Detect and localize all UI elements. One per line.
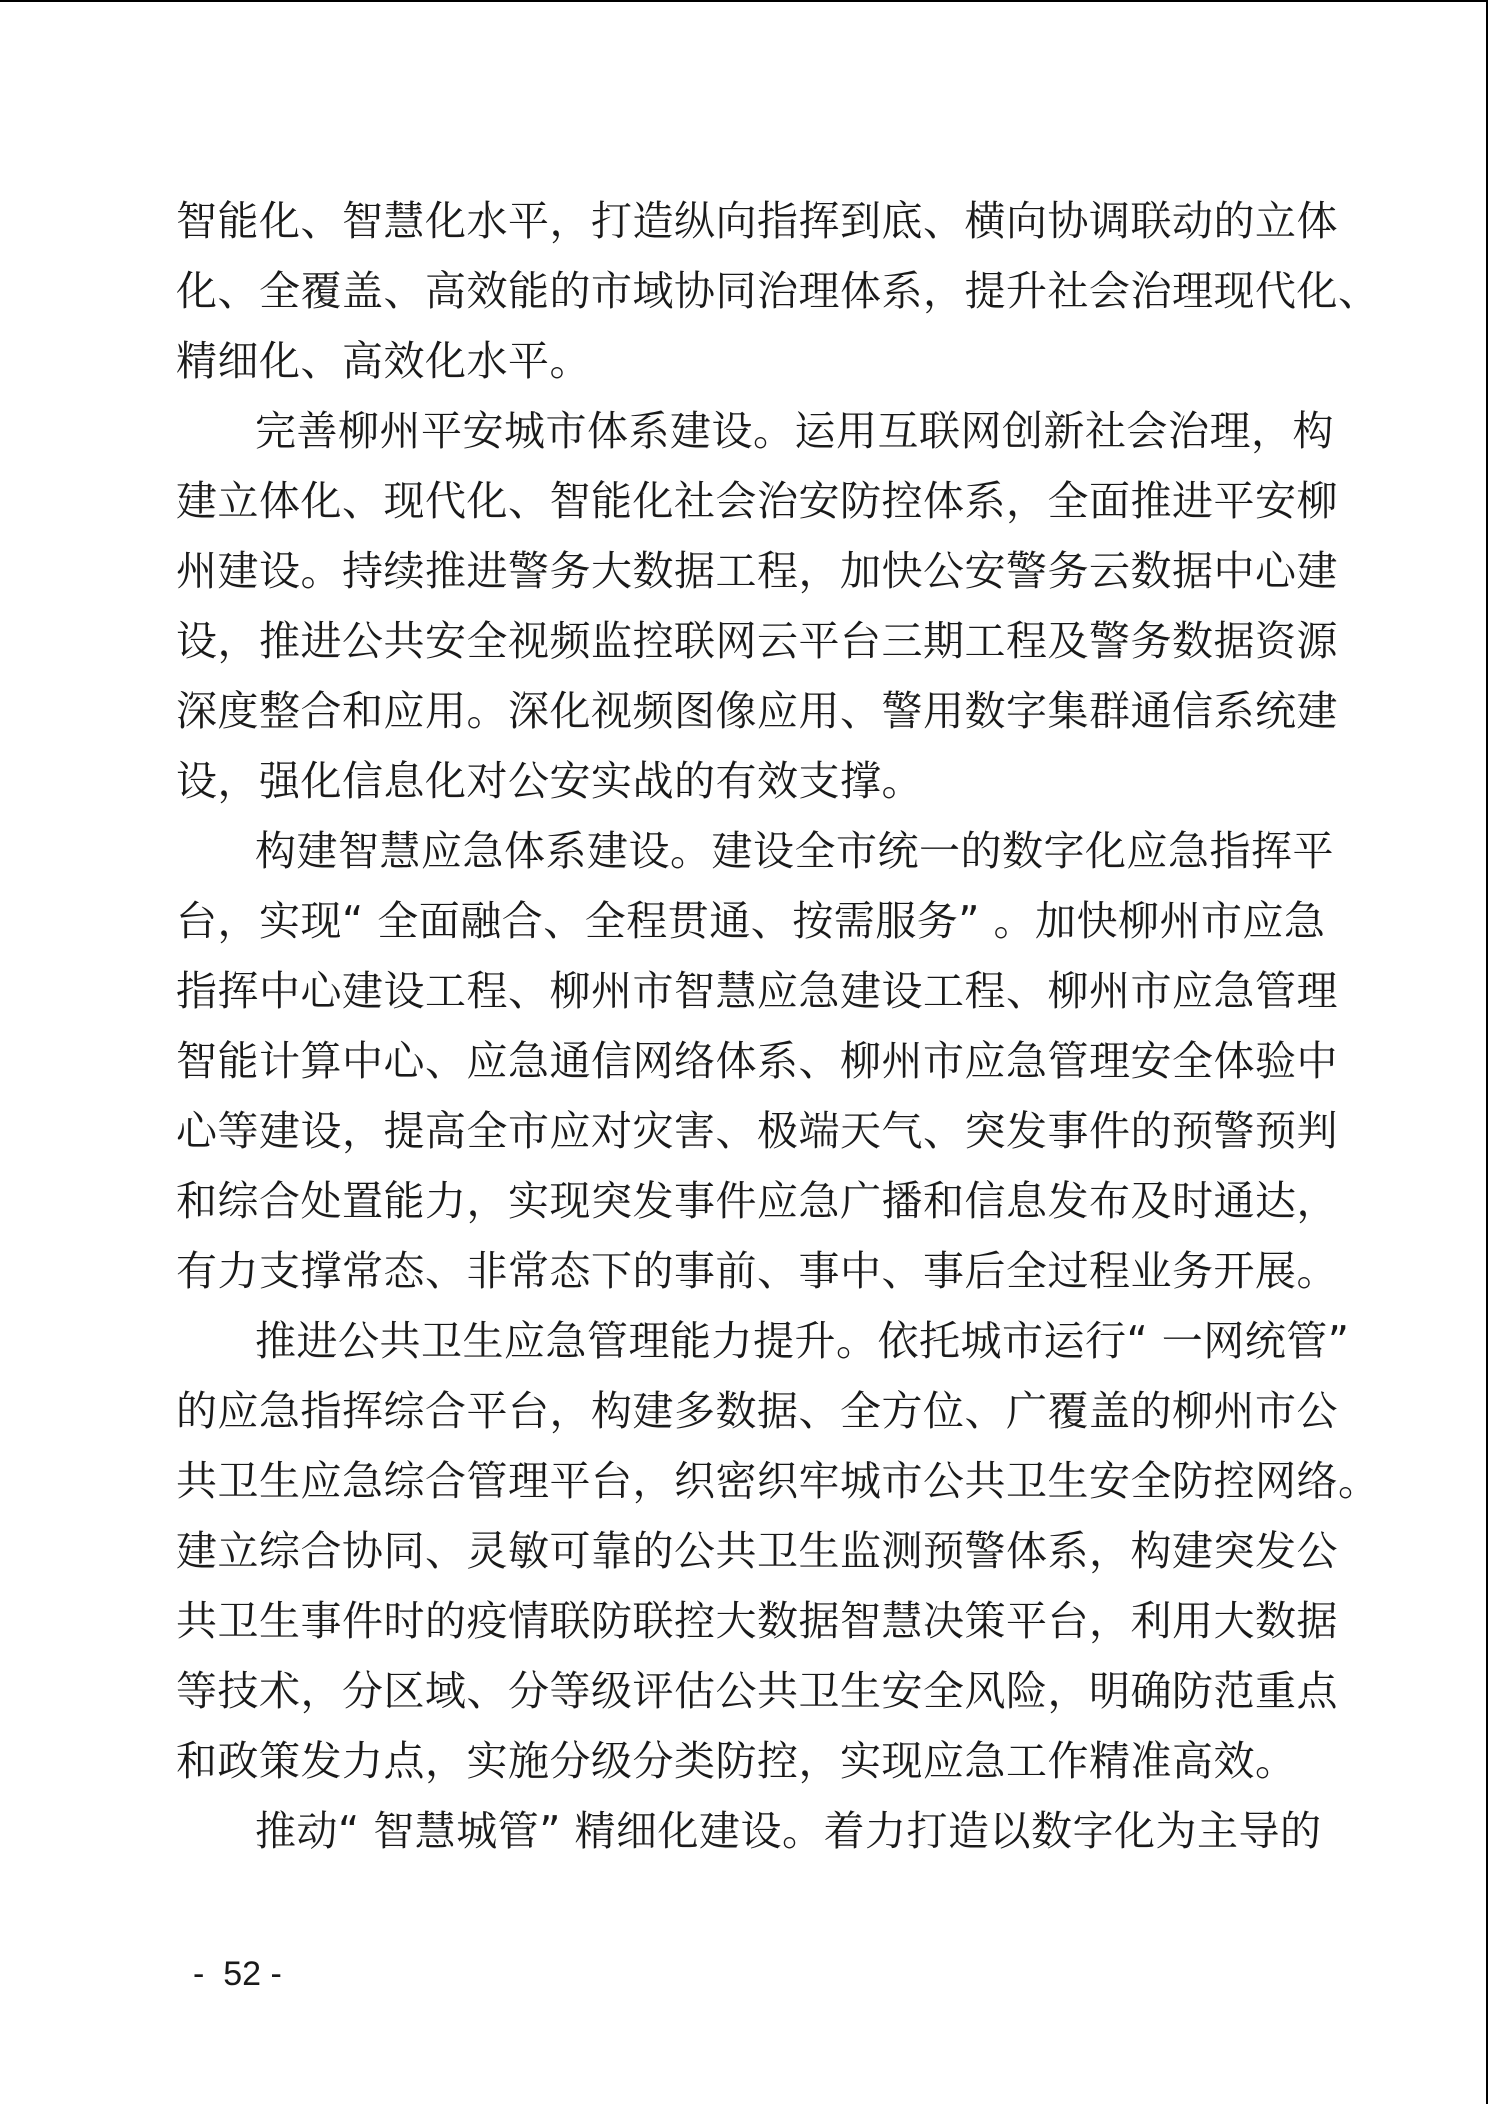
text-line: 台，实现“ 全面融合、全程贯通、按需服务” 。加快柳州市应急 — [176, 897, 1326, 945]
text-line: 建立体化、现代化、智能化社会治安防控体系，全面推进平安柳 — [176, 477, 1338, 525]
text-line: 共卫生应急综合管理平台，织密织牢城市公共卫生安全防控网络。 — [176, 1457, 1380, 1505]
paragraph-start-line: 完善柳州平安城市体系建设。运用互联网创新社会治理，构 — [255, 407, 1334, 455]
text-line: 化、全覆盖、高效能的市域协同治理体系，提升社会治理现代化、 — [176, 267, 1380, 315]
text-line: 指挥中心建设工程、柳州市智慧应急建设工程、柳州市应急管理 — [176, 967, 1338, 1015]
text-line: 的应急指挥综合平台，构建多数据、全方位、广覆盖的柳州市公 — [176, 1387, 1338, 1435]
paragraph-start-line: 构建智慧应急体系建设。建设全市统一的数字化应急指挥平 — [255, 827, 1334, 875]
paragraph-start-line: 推动“ 智慧城管” 精细化建设。着力打造以数字化为主导的 — [255, 1807, 1322, 1855]
text-line: 和综合处置能力，实现突发事件应急广播和信息发布及时通达， — [176, 1177, 1338, 1225]
text-line: 设，推进公共安全视频监控联网云平台三期工程及警务数据资源 — [176, 617, 1338, 665]
text-line: 精细化、高效化水平。 — [176, 337, 591, 385]
text-line: 智能计算中心、应急通信网络体系、柳州市应急管理安全体验中 — [176, 1037, 1338, 1085]
text-line: 有力支撑常态、非常态下的事前、事中、事后全过程业务开展。 — [176, 1247, 1338, 1295]
text-line: 设，强化信息化对公安实战的有效支撑。 — [176, 757, 923, 805]
text-line: 共卫生事件时的疫情联防联控大数据智慧决策平台，利用大数据 — [176, 1597, 1338, 1645]
text-line: 智能化、智慧化水平，打造纵向指挥到底、横向协调联动的立体 — [176, 197, 1338, 245]
text-line: 等技术，分区域、分等级评估公共卫生安全风险，明确防范重点 — [176, 1667, 1338, 1715]
text-line: 州建设。持续推进警务大数据工程，加快公安警务云数据中心建 — [176, 547, 1338, 595]
text-line: 深度整合和应用。深化视频图像应用、警用数字集群通信系统建 — [176, 687, 1338, 735]
paragraph-start-line: 推进公共卫生应急管理能力提升。依托城市运行“ 一网统管” — [255, 1317, 1350, 1365]
page-number: - 52 - — [193, 1955, 282, 1993]
body-text — [176, 186, 1380, 1866]
text-line: 和政策发力点，实施分级分类防控，实现应急工作精准高效。 — [176, 1737, 1297, 1785]
text-line: 心等建设，提高全市应对灾害、极端天气、突发事件的预警预判 — [176, 1107, 1338, 1155]
text-line: 建立综合协同、灵敏可靠的公共卫生监测预警体系，构建突发公 — [176, 1527, 1338, 1575]
page-top-border — [0, 0, 1488, 2]
